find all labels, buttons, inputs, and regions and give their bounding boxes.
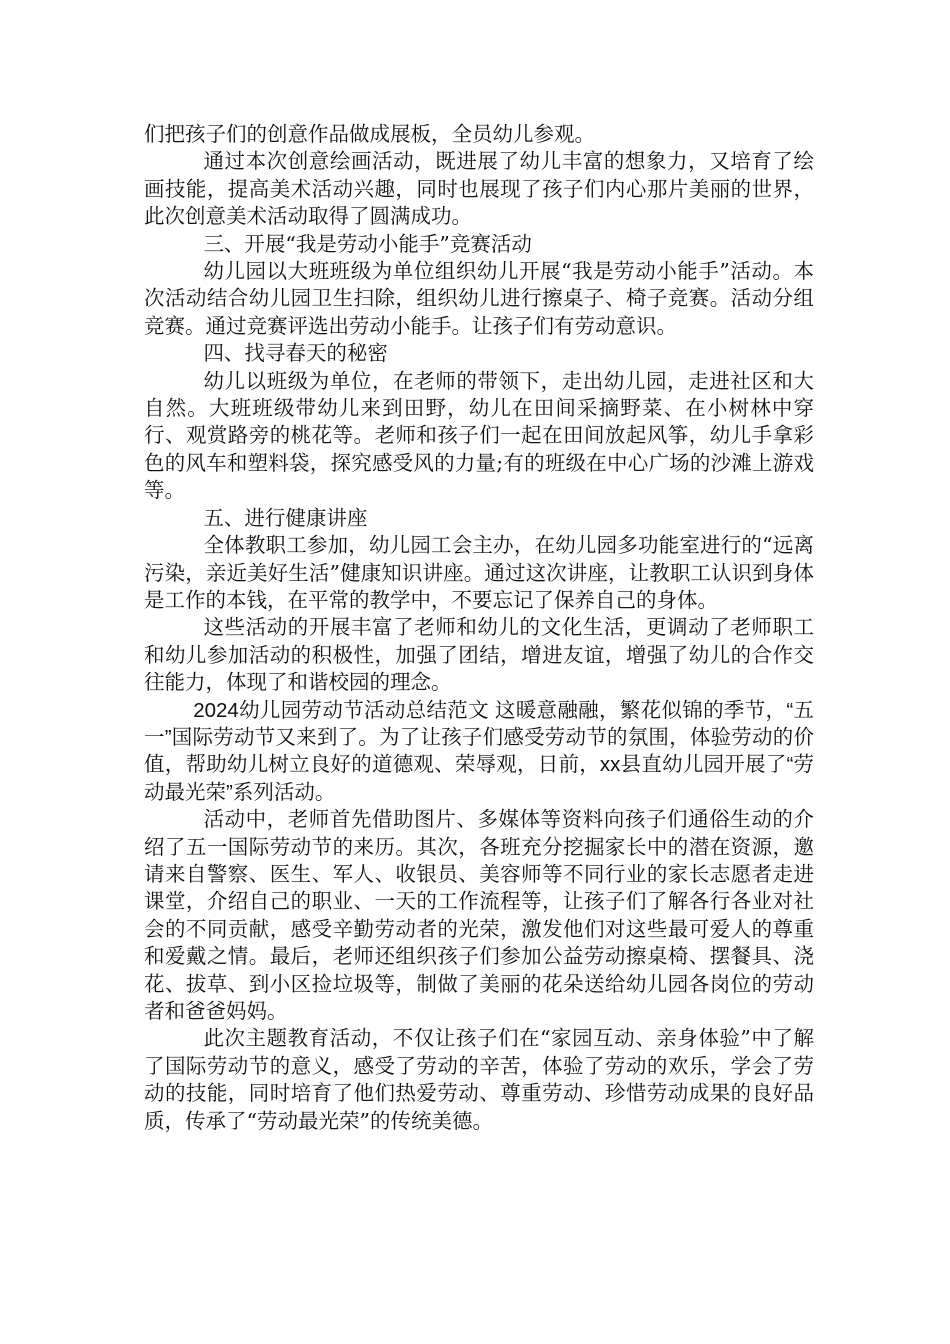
- paragraph-health-lecture: 全体教职工参加，幼儿园工会主办，在幼儿园多功能室进行的“远离污染，亲近美好生活”健康知识讲座。通过这次讲座，让教职工认识到身体是工作的本钱，在平常的教学中，不要忘记了保养自己的身体。: [144, 533, 814, 612]
- paragraph-theme-education: 此次主题教育活动，不仅让孩子们在“家园互动、亲身体验”中了解了国际劳动节的意义，感受了劳动的辛苦，体验了劳动的欢乐，学会了劳动的技能，同时培育了他们热爱劳动、尊重劳动、珍惜劳动成果的良好品质，传承了“劳动最光荣”的传统美德。: [144, 1026, 814, 1133]
- paragraph-labor-contest: 幼儿园以大班班级为单位组织幼儿开展“我是劳动小能手”活动。本次活动结合幼儿园卫生扫除，组织幼儿进行擦桌子、椅子竞赛。活动分组竞赛。通过竞赛评选出劳动小能手。让孩子们有劳动意识。: [144, 259, 814, 338]
- section-heading-4: 四、找寻春天的秘密: [203, 341, 388, 366]
- section-heading-5: 五、进行健康讲座: [203, 505, 368, 530]
- section-heading-3: 三、开展“我是劳动小能手”竞赛活动: [203, 231, 532, 256]
- document-body: [144, 121, 814, 1135]
- paragraph-drawing-summary: 通过本次创意绘画活动，既进展了幼儿丰富的想象力，又培育了绘画技能，提高美术活动兴趣，同时也展现了孩子们内心那片美丽的世界，此次创意美术活动取得了圆满成功。: [144, 149, 814, 229]
- paragraph-labor-day-summary-intro: 2024幼儿园劳动节活动总结范文 这暖意融融，繁花似锦的季节，“五一”国际劳动节又来到了。为了让孩子们感受劳动节的氛围，体验劳动的价值，帮助幼儿树立良好的道德观、荣辱观，日前，xx县直幼儿园开展了“劳动最光荣”系列活动。: [144, 698, 814, 804]
- paragraph-continuation: 们把孩子们的创意作品做成展板，全员幼儿参观。: [144, 122, 595, 146]
- paragraph-activities-summary: 这些活动的开展丰富了老师和幼儿的文化生活，更调动了老师职工和幼儿参加活动的积极性，加强了团结，增进友谊，增强了幼儿的合作交往能力，体现了和谐校园的理念。: [144, 615, 814, 695]
- paragraph-spring-secret: 幼儿以班级为单位，在老师的带领下，走出幼儿园，走进社区和大自然。大班班级带幼儿来到田野，幼儿在田间采摘野菜、在小树林中穿行、观赏路旁的桃花等。老师和孩子们一起在田间放起风筝，幼儿手拿彩色的风车和塑料袋，探究感受风的力量;有的班级在中心广场的沙滩上游戏等。: [144, 368, 814, 503]
- paragraph-labor-day-activities: 活动中，老师首先借助图片、多媒体等资料向孩子们通俗生动的介绍了五一国际劳动节的来历。其次，各班充分挖掘家长中的潜在资源，邀请来自警察、医生、军人、收银员、美容师等不同行业的家长志愿者走进课堂，介绍自己的职业、一天的工作流程等，让孩子们了解各行各业对社会的不同贡献，感受辛勤劳动者的光荣，激发他们对这些最可爱人的尊重和爱戴之情。最后，老师还组织孩子们参加公益劳动擦桌椅、摆餐具、浇花、拔草、到小区捡垃圾等，制做了美丽的花朵送给幼儿园各岗位的劳动者和爸爸妈妈。: [144, 807, 814, 1023]
